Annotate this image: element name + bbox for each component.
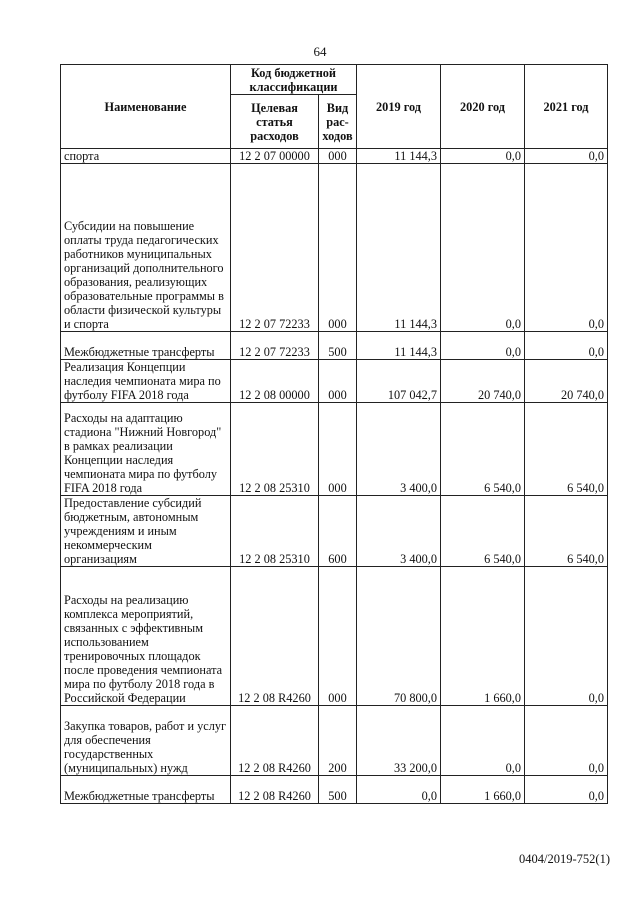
row-expense-kind: 000: [319, 164, 357, 332]
row-value-2020: 20 740,0: [441, 360, 525, 403]
page-number: 64: [313, 44, 327, 59]
row-expense-kind: 000: [319, 149, 357, 164]
row-value-2020: 0,0: [441, 164, 525, 332]
row-value-2021: 6 540,0: [525, 496, 608, 567]
row-value-2020: 6 540,0: [441, 496, 525, 567]
row-value-2020: 0,0: [441, 332, 525, 360]
row-expense-kind: 200: [319, 706, 357, 776]
row-value-2019: 11 144,3: [357, 164, 441, 332]
row-target-code: 12 2 08 25310: [231, 496, 319, 567]
row-value-2020: 0,0: [441, 149, 525, 164]
row-value-2019: 0,0: [357, 776, 441, 804]
row-value-2021: 0,0: [525, 164, 608, 332]
table-row: [61, 164, 608, 332]
row-expense-kind: 600: [319, 496, 357, 567]
header-target: Целевая статья расходов: [231, 95, 319, 149]
row-value-2019: 3 400,0: [357, 403, 441, 496]
row-value-2019: 70 800,0: [357, 567, 441, 706]
row-name: Предоставление субсидий бюджетным, автономным учреждениям и иным некоммерческим организациям: [61, 496, 231, 567]
header-2020: 2020 год: [441, 65, 525, 149]
table-row: [61, 149, 608, 164]
row-value-2019: 11 144,3: [357, 149, 441, 164]
row-target-code: 12 2 07 00000: [231, 149, 319, 164]
row-name: Межбюджетные трансферты: [61, 332, 231, 360]
row-value-2019: 3 400,0: [357, 496, 441, 567]
row-name: Закупка товаров, работ и услуг для обеспечения государственных (муниципальных) нужд: [61, 706, 231, 776]
row-target-code: 12 2 07 72233: [231, 164, 319, 332]
row-expense-kind: 500: [319, 332, 357, 360]
row-value-2019: 33 200,0: [357, 706, 441, 776]
table-row: [61, 496, 608, 567]
row-target-code: 12 2 07 72233: [231, 332, 319, 360]
row-value-2021: 0,0: [525, 332, 608, 360]
row-value-2020: 1 660,0: [441, 776, 525, 804]
table-row: [61, 706, 608, 776]
row-target-code: 12 2 08 00000: [231, 360, 319, 403]
row-expense-kind: 000: [319, 360, 357, 403]
row-name: Расходы на адаптацию стадиона "Нижний Новгород" в рамках реализации Концепции наследия чемпионата мира по футболу FIFA 2018 года: [61, 403, 231, 496]
row-value-2021: 0,0: [525, 776, 608, 804]
table-row: [61, 567, 608, 706]
row-value-2021: 6 540,0: [525, 403, 608, 496]
row-expense-kind: 000: [319, 403, 357, 496]
row-name: Расходы на реализацию комплекса мероприятий, связанных с эффективным использованием тренировочных площадок после проведения чемпионата мира по футболу 2018 года в Российской Федерации: [61, 567, 231, 706]
row-name: Реализация Концепции наследия чемпионата мира по футболу FIFA 2018 года: [61, 360, 231, 403]
row-target-code: 12 2 08 R4260: [231, 706, 319, 776]
row-value-2019: 11 144,3: [357, 332, 441, 360]
header-2019: 2019 год: [357, 65, 441, 149]
row-value-2021: 20 740,0: [525, 360, 608, 403]
table-row: [61, 403, 608, 496]
row-value-2021: 0,0: [525, 149, 608, 164]
row-value-2021: 0,0: [525, 567, 608, 706]
header-2021: 2021 год: [525, 65, 608, 149]
row-expense-kind: 500: [319, 776, 357, 804]
row-target-code: 12 2 08 25310: [231, 403, 319, 496]
row-name: Субсидии на повышение оплаты труда педагогических работников муниципальных организаций дополнительного образования, реализующих образовательные программы в области физической культуры и спорта: [61, 164, 231, 332]
row-target-code: 12 2 08 R4260: [231, 567, 319, 706]
row-value-2019: 107 042,7: [357, 360, 441, 403]
table-row: [61, 332, 608, 360]
row-value-2020: 6 540,0: [441, 403, 525, 496]
row-name: спорта: [61, 149, 231, 164]
table-row: [61, 776, 608, 804]
header-budget-code: Код бюджетной классификации: [231, 65, 357, 95]
row-target-code: 12 2 08 R4260: [231, 776, 319, 804]
row-value-2020: 0,0: [441, 706, 525, 776]
header-kind: Вид рас-ходов: [319, 95, 357, 149]
table-row: [61, 360, 608, 403]
row-expense-kind: 000: [319, 567, 357, 706]
document-code: 0404/2019-752(1): [519, 852, 610, 866]
budget-table: [60, 64, 608, 804]
row-value-2020: 1 660,0: [441, 567, 525, 706]
header-name: Наименование: [61, 65, 231, 149]
row-value-2021: 0,0: [525, 706, 608, 776]
row-name: Межбюджетные трансферты: [61, 776, 231, 804]
